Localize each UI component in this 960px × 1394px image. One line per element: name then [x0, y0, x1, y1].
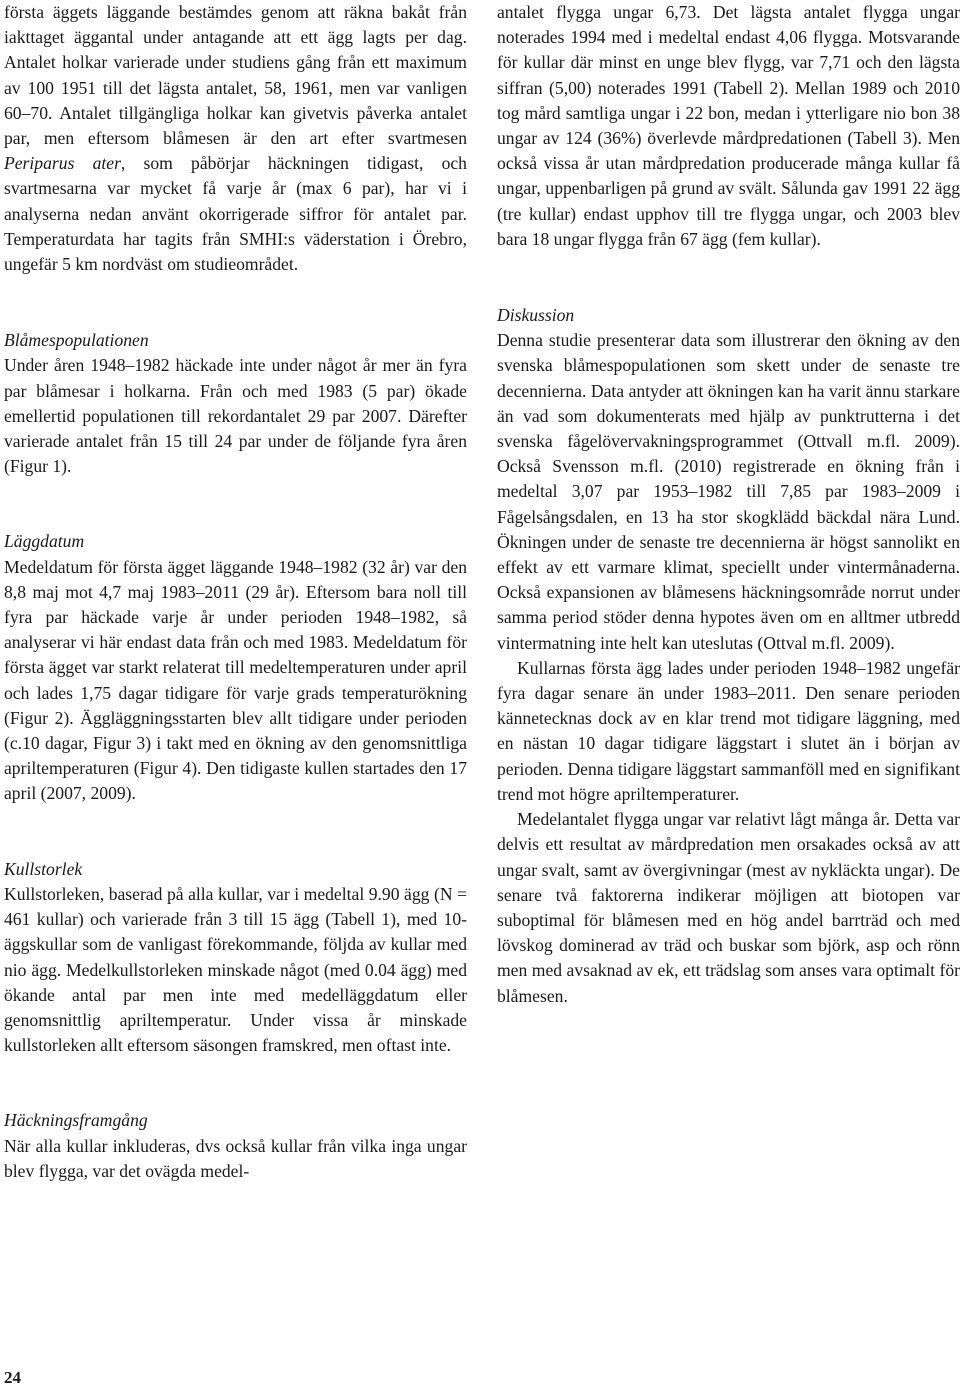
section-text-population: Under åren 1948–1982 häckade inte under något år mer än fyra par blåmesar i holkarna. Från och med 1983 (5 par) ökade emellertid populationen till rekordantalet 29 par 2007. Därefter varierade antalet från 15 till 24 par under de följande fyra åren (Figur 1).: [4, 355, 467, 477]
section-heading-discussion: Diskussion: [497, 305, 575, 326]
section-heading-clutch-size: Kullstorlek: [4, 858, 83, 879]
discussion-paragraph-1: Denna studie presenterar data som illustrerar den ökning av den svenska blåmespopulationen som skett under de senaste tre decennierna. Data antyder att ökningen kan ha varit ännu starkare än vad som dokumenterats med hjälp av punktrutterna i det svenska fågelövervakningsprogrammet (Ottvall m.fl. 2009). Också Svensson m.fl. (2010) registrerade en ökning från i medeltal 3,07 par 1953–1982 till 7,85 par 1983–2009 i Fågelsångsdalen, en 13 ha stor skogklädd bäckdal nära Lund. Ökningen under de senaste tre decennierna är högst sannolikt en effekt av ett varmare klimat, speciellt under vintermånaderna. Också expansionen av blåmesens häckningsområde norrut under samma period stöder denna hypotes även om en alltmer utbredd vintermatning inte helt kan uteslutas (Ottval m.fl. 2009).: [497, 330, 960, 653]
section-heading-laying-date: Läggdatum: [4, 531, 85, 552]
left-column: [4, 0, 467, 1184]
section-text-laying-date: Medeldatum för första ägget läggande 1948–1982 (32 år) var den 8,8 maj mot 4,7 maj 1983–2011 (29 år). Eftersom bara noll till fyra par häckade varje år under perioden 1948–1982, så analyserar vi här endast data från och med 1983. Medeldatum för första ägget var starkt relaterat till medeltemperaturen under april och lades 1,75 dagar tidigare för varje grads temperaturökning (Figur 2). Äggläggningsstarten blev allt tidigare under perioden (c.10 dagar, Figur 3) i takt med en ökning av den genomsnittliga apriltemperaturen (Figur 4). Den tidigaste kullen startades den 17 april (2007, 2009).: [4, 556, 467, 804]
section-heading-breeding-success: Häckningsframgång: [4, 1110, 148, 1131]
page-number: 24: [4, 1368, 21, 1387]
section-text-clutch-size: Kullstorleken, baserad på alla kullar, var i medeltal 9.90 ägg (N = 461 kullar) och varierade från 3 till 15 ägg (Tabell 1), med 10-äggskullar som de vanligast förekommande, följda av kullar med nio ägg. Medelkullstorleken minskade något (med 0.04 ägg) med ökande antal par men inte med medelläggdatum eller genomsnittlig apriltemperatur. Under vissa år minskade kullstorleken allt eftersom säsongen framskred, men oftast inte.: [4, 883, 467, 1056]
intro-paragraph: [4, 0, 467, 277]
discussion-paragraph-2: Kullarnas första ägg lades under perioden 1948–1982 ungefär fyra dagar senare än under 1983–2011. Den senare perioden kännetecknas dock av en klar trend mot tidigare läggning, med en nästan 10 dagar tidigare läggstart i slutet än i början av perioden. Denna tidigare läggstart sammanföll med en signifikant trend mot högre apriltemperaturer.: [497, 657, 960, 804]
section-text-breeding-success: När alla kullar inkluderas, dvs också kullar från vilka inga ungar blev flygga, var det ovägda medel-: [4, 1135, 467, 1181]
species-name: Periparus ater: [4, 153, 121, 174]
intro-text: första äggets läggande bestämdes genom att räkna bakåt från iakttaget äggantal under antagande att ett ägg lagts per dag. Antalet holkar varierade under studiens gång från ett maximum av 100 1951 till det lägsta antalet, 58, 1961, men var vanligen 60–70. Antalet tillgängliga holkar kan givetvis påverka antalet par, men eftersom blåmesen är den art efter svartmesen: [4, 2, 467, 149]
continued-paragraph: antalet flygga ungar 6,73. Det lägsta antalet flygga ungar noterades 1994 med i medeltal endast 4,06 flygga. Motsvarande för kullar där minst en unge blev flygg, var 7,71 och den lägsta siffran (5,00) noterades 1991 (Tabell 2). Mellan 1989 och 2010 tog mård samtliga ungar i 22 bon, medan i ytterligare nio bon 38 ungar av 124 (36%) överlevde mårdpredationen (Tabell 3). Men också vissa år utan mårdpredation producerade många kullar få ungar, uppenbarligen på grund av svält. Sålunda gav 1991 22 ägg (tre kullar) endast upphov till tre flygga ungar, och 2003 blev bara 18 ungar flygga från 67 ägg (fem kullar).: [497, 2, 960, 249]
right-column: [497, 0, 960, 1009]
discussion-paragraph-3: Medelantalet flygga ungar var relativt lågt många år. Detta var delvis ett resultat av mårdpredation men orsakades också av att ungar svalt, samt av övergivningar (mest av nykläckta ungar). De senare två faktorerna indikerar möjligen att biotopen var suboptimal för blåmesen med en hög andel barrträd och med lövskog dominerad av träd och buskar som björk, asp och rönn men med avsaknad av ek, ett trädslag som anses vara optimalt för blåmesen.: [497, 809, 960, 1006]
intro-text-tail: , som påbörjar häckningen tidigast, och svartmesarna var mycket få varje år (max 6 par), har vi i analyserna nedan använt okorrigerade siffror för antalet par. Temperaturdata har tagits från SMHI:s väderstation i Örebro, ungefär 5 km nordväst om studieområdet.: [4, 153, 467, 275]
section-heading-population: Blåmespopulationen: [4, 330, 149, 351]
